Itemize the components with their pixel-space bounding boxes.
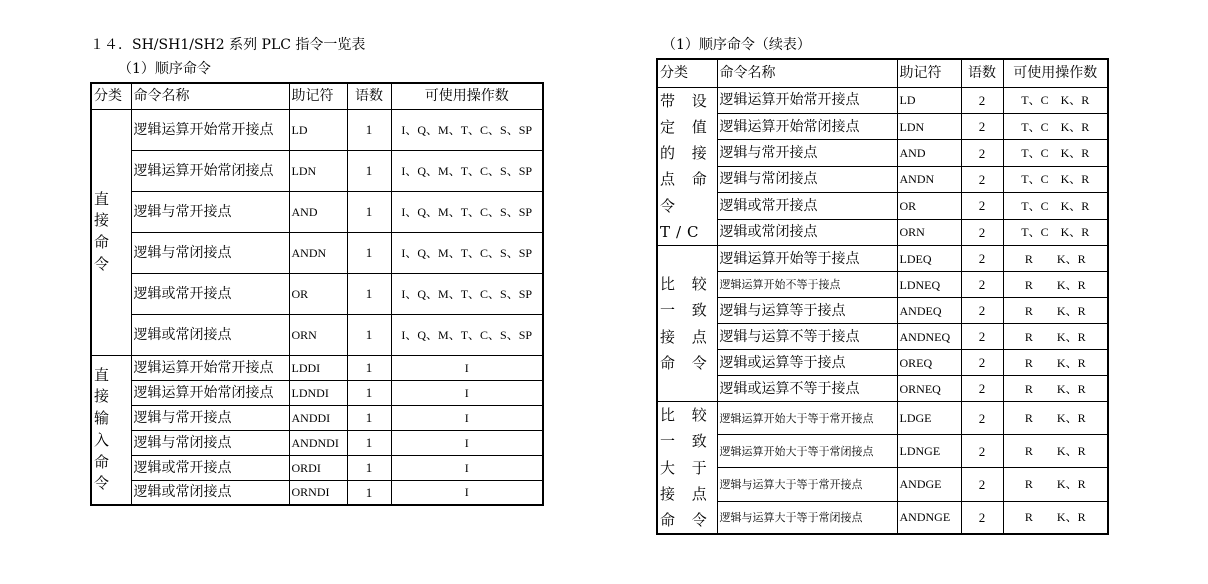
table-row xyxy=(657,113,1108,139)
table-row xyxy=(91,380,543,405)
word-count-cell: 2 xyxy=(961,435,1003,468)
mnemonic-cell: OR xyxy=(897,193,961,219)
mnemonic-cell: LDDI xyxy=(289,355,347,380)
operands-cell: I xyxy=(391,405,543,430)
command-name-cell: 逻辑运算开始大于等于常开接点 xyxy=(717,402,897,435)
table-row xyxy=(91,232,543,273)
word-count-cell: 2 xyxy=(961,246,1003,272)
left-subtitle: （1）顺序命令 xyxy=(118,61,211,77)
operands-cell: I xyxy=(391,480,543,505)
operands-cell: R K、R xyxy=(1003,501,1108,534)
table-row xyxy=(91,273,543,314)
table-row xyxy=(91,314,543,355)
mnemonic-cell: AND xyxy=(897,140,961,166)
command-name-cell: 逻辑运算开始常开接点 xyxy=(131,355,289,380)
section-title: １４．SH/SH1/SH2 系列 PLC 指令一览表 xyxy=(90,37,366,53)
command-name-cell: 逻辑运算开始等于接点 xyxy=(717,246,897,272)
mnemonic-cell: ORDI xyxy=(289,455,347,480)
left-command-table xyxy=(90,82,544,506)
category-cell: 带 设 定 值 的 接 点 命 令 T/C xyxy=(657,87,717,246)
command-name-cell: 逻辑与常闭接点 xyxy=(131,430,289,455)
category-cell: 直 接 命 令 xyxy=(91,109,131,355)
command-name-cell: 逻辑运算开始常闭接点 xyxy=(717,113,897,139)
table-row xyxy=(657,376,1108,402)
mnemonic-cell: LDGE xyxy=(897,402,961,435)
word-count-cell: 1 xyxy=(347,150,391,191)
command-name-cell: 逻辑或常闭接点 xyxy=(131,314,289,355)
command-name-cell: 逻辑与常开接点 xyxy=(131,405,289,430)
word-count-cell: 2 xyxy=(961,113,1003,139)
mnemonic-cell: ANDGE xyxy=(897,468,961,501)
mnemonic-cell: ANDNEQ xyxy=(897,324,961,350)
operands-cell: R K、R xyxy=(1003,246,1108,272)
mnemonic-cell: LDNEQ xyxy=(897,272,961,298)
mnemonic-cell: LDEQ xyxy=(897,246,961,272)
word-count-cell: 1 xyxy=(347,273,391,314)
word-count-cell: 2 xyxy=(961,350,1003,376)
command-name-cell: 逻辑或常开接点 xyxy=(131,273,289,314)
operands-cell: I xyxy=(391,380,543,405)
table-row xyxy=(657,324,1108,350)
mnemonic-cell: ANDEQ xyxy=(897,298,961,324)
table-row xyxy=(91,480,543,505)
operands-cell: R K、R xyxy=(1003,435,1108,468)
command-name-cell: 逻辑运算开始常闭接点 xyxy=(131,150,289,191)
mnemonic-cell: LDNGE xyxy=(897,435,961,468)
operands-cell: I、Q、M、T、C、S、SP xyxy=(391,314,543,355)
table-row xyxy=(657,193,1108,219)
operands-cell: R K、R xyxy=(1003,298,1108,324)
word-count-cell: 2 xyxy=(961,501,1003,534)
command-name-cell: 逻辑与运算大于等于常闭接点 xyxy=(717,501,897,534)
word-count-cell: 2 xyxy=(961,402,1003,435)
header-cell: 语数 xyxy=(961,59,1003,87)
command-name-cell: 逻辑与常开接点 xyxy=(717,140,897,166)
operands-cell: I xyxy=(391,430,543,455)
operands-cell: I、Q、M、T、C、S、SP xyxy=(391,150,543,191)
mnemonic-cell: LDN xyxy=(897,113,961,139)
table-row xyxy=(657,246,1108,272)
mnemonic-cell: ANDN xyxy=(289,232,347,273)
operands-cell: R K、R xyxy=(1003,376,1108,402)
command-name-cell: 逻辑运算开始常闭接点 xyxy=(131,380,289,405)
command-name-cell: 逻辑或常闭接点 xyxy=(717,219,897,245)
word-count-cell: 1 xyxy=(347,480,391,505)
word-count-cell: 2 xyxy=(961,166,1003,192)
word-count-cell: 1 xyxy=(347,232,391,273)
command-name-cell: 逻辑与运算大于等于常开接点 xyxy=(717,468,897,501)
table-row xyxy=(91,355,543,380)
header-cell: 可使用操作数 xyxy=(1003,59,1108,87)
command-name-cell: 逻辑运算开始大于等于常闭接点 xyxy=(717,435,897,468)
mnemonic-cell: ORN xyxy=(897,219,961,245)
operands-cell: I、Q、M、T、C、S、SP xyxy=(391,273,543,314)
table-row xyxy=(657,468,1108,501)
mnemonic-cell: LD xyxy=(289,109,347,150)
word-count-cell: 1 xyxy=(347,430,391,455)
word-count-cell: 1 xyxy=(347,355,391,380)
mnemonic-cell: OREQ xyxy=(897,350,961,376)
command-name-cell: 逻辑或运算不等于接点 xyxy=(717,376,897,402)
operands-cell: R K、R xyxy=(1003,272,1108,298)
operands-cell: I、Q、M、T、C、S、SP xyxy=(391,109,543,150)
mnemonic-cell: ORNEQ xyxy=(897,376,961,402)
mnemonic-cell: ORN xyxy=(289,314,347,355)
header-cell: 助记符 xyxy=(289,83,347,109)
word-count-cell: 2 xyxy=(961,272,1003,298)
word-count-cell: 2 xyxy=(961,87,1003,113)
table-row xyxy=(657,298,1108,324)
table-row xyxy=(91,150,543,191)
command-name-cell: 逻辑与运算不等于接点 xyxy=(717,324,897,350)
table-row xyxy=(657,350,1108,376)
header-cell: 命令名称 xyxy=(131,83,289,109)
word-count-cell: 2 xyxy=(961,140,1003,166)
operands-cell: R K、R xyxy=(1003,402,1108,435)
word-count-cell: 1 xyxy=(347,314,391,355)
table-row xyxy=(657,166,1108,192)
word-count-cell: 1 xyxy=(347,455,391,480)
word-count-cell: 2 xyxy=(961,468,1003,501)
word-count-cell: 1 xyxy=(347,380,391,405)
header-cell: 命令名称 xyxy=(717,59,897,87)
header-cell: 分类 xyxy=(657,59,717,87)
operands-cell: R K、R xyxy=(1003,468,1108,501)
table-row xyxy=(657,501,1108,534)
mnemonic-cell: ANDNDI xyxy=(289,430,347,455)
operands-cell: I xyxy=(391,355,543,380)
right-command-table xyxy=(656,58,1109,535)
category-cell: 直 接 输 入 命 令 xyxy=(91,355,131,505)
operands-cell: T、C K、R xyxy=(1003,219,1108,245)
word-count-cell: 1 xyxy=(347,405,391,430)
word-count-cell: 1 xyxy=(347,191,391,232)
table-row xyxy=(91,430,543,455)
command-name-cell: 逻辑与常闭接点 xyxy=(717,166,897,192)
command-name-cell: 逻辑运算开始常开接点 xyxy=(131,109,289,150)
command-name-cell: 逻辑或运算等于接点 xyxy=(717,350,897,376)
operands-cell: R K、R xyxy=(1003,324,1108,350)
command-name-cell: 逻辑运算开始常开接点 xyxy=(717,87,897,113)
command-name-cell: 逻辑或常开接点 xyxy=(717,193,897,219)
operands-cell: R K、R xyxy=(1003,350,1108,376)
mnemonic-cell: LDN xyxy=(289,150,347,191)
table-row xyxy=(657,140,1108,166)
mnemonic-cell: LD xyxy=(897,87,961,113)
table-row xyxy=(657,435,1108,468)
operands-cell: T、C K、R xyxy=(1003,113,1108,139)
table-row xyxy=(91,191,543,232)
category-cell: 比 较 一 致 大 于 接 点 命 令 xyxy=(657,402,717,535)
operands-cell: T、C K、R xyxy=(1003,193,1108,219)
mnemonic-cell: LDNDI xyxy=(289,380,347,405)
table-row xyxy=(657,219,1108,245)
category-cell: 比 较 一 致 接 点 命 令 xyxy=(657,246,717,402)
header-cell: 分类 xyxy=(91,83,131,109)
mnemonic-cell: AND xyxy=(289,191,347,232)
word-count-cell: 2 xyxy=(961,298,1003,324)
mnemonic-cell: ANDN xyxy=(897,166,961,192)
operands-cell: I、Q、M、T、C、S、SP xyxy=(391,232,543,273)
right-subtitle: （1）顺序命令（续表） xyxy=(662,37,811,53)
table-row xyxy=(657,87,1108,113)
table-row xyxy=(657,272,1108,298)
command-name-cell: 逻辑或常开接点 xyxy=(131,455,289,480)
table-row xyxy=(91,455,543,480)
word-count-cell: 2 xyxy=(961,219,1003,245)
header-cell: 语数 xyxy=(347,83,391,109)
operands-cell: T、C K、R xyxy=(1003,166,1108,192)
operands-cell: I xyxy=(391,455,543,480)
operands-cell: I、Q、M、T、C、S、SP xyxy=(391,191,543,232)
command-name-cell: 逻辑与常开接点 xyxy=(131,191,289,232)
operands-cell: T、C K、R xyxy=(1003,87,1108,113)
operands-cell: T、C K、R xyxy=(1003,140,1108,166)
word-count-cell: 2 xyxy=(961,193,1003,219)
header-row xyxy=(657,59,1108,87)
mnemonic-cell: ORNDI xyxy=(289,480,347,505)
header-row xyxy=(91,83,543,109)
command-name-cell: 逻辑运算开始不等于接点 xyxy=(717,272,897,298)
header-cell: 助记符 xyxy=(897,59,961,87)
word-count-cell: 2 xyxy=(961,324,1003,350)
command-name-cell: 逻辑与常闭接点 xyxy=(131,232,289,273)
mnemonic-cell: ANDNGE xyxy=(897,501,961,534)
mnemonic-cell: OR xyxy=(289,273,347,314)
word-count-cell: 2 xyxy=(961,376,1003,402)
table-row xyxy=(91,405,543,430)
mnemonic-cell: ANDDI xyxy=(289,405,347,430)
header-cell: 可使用操作数 xyxy=(391,83,543,109)
word-count-cell: 1 xyxy=(347,109,391,150)
command-name-cell: 逻辑或常闭接点 xyxy=(131,480,289,505)
table-row xyxy=(91,109,543,150)
command-name-cell: 逻辑与运算等于接点 xyxy=(717,298,897,324)
table-row xyxy=(657,402,1108,435)
